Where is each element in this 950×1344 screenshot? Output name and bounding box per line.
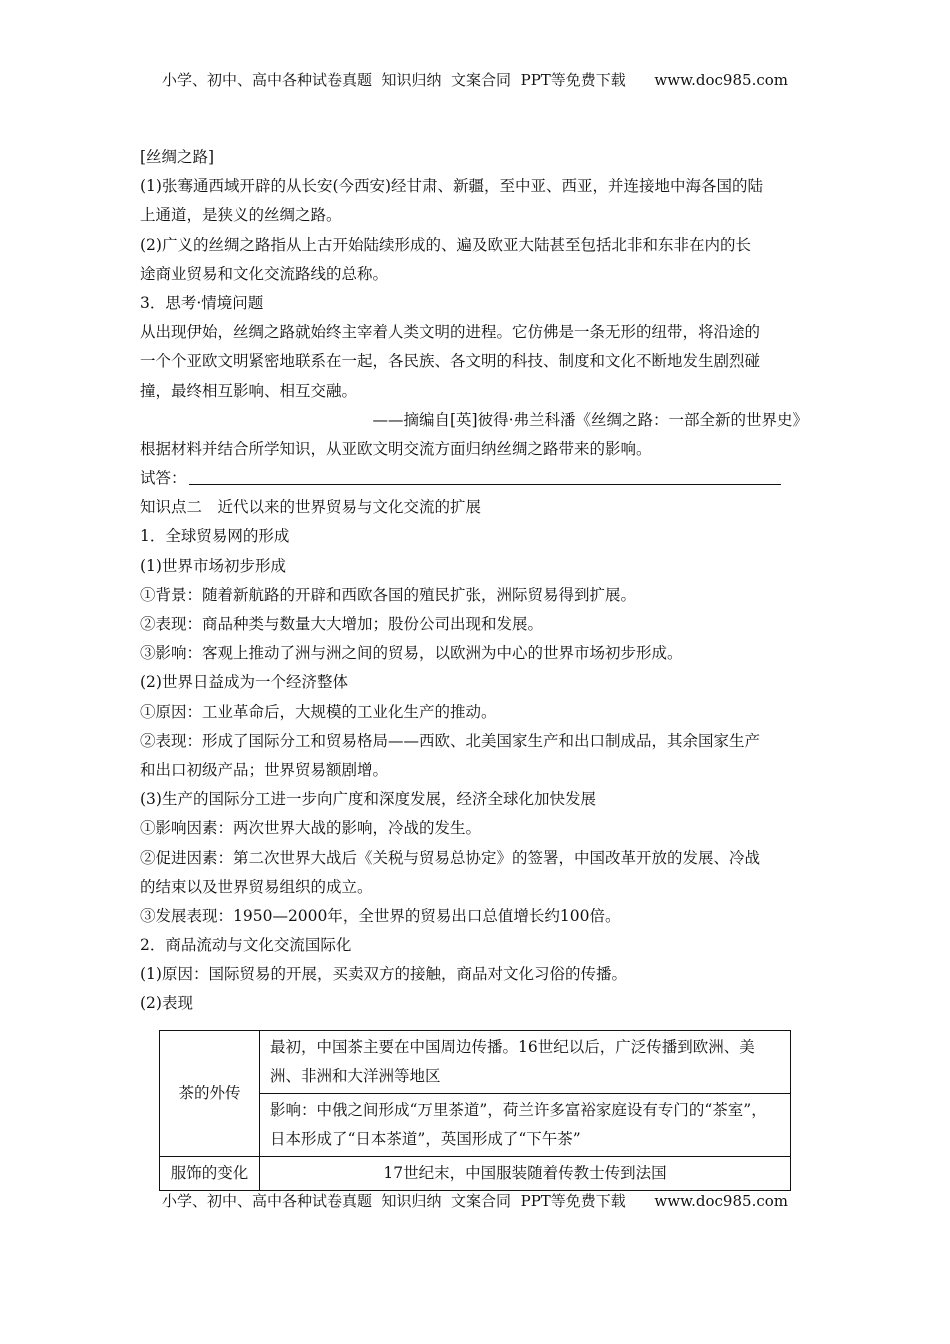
paragraph-line: ①影响因素：两次世界大战的影响，冷战的发生。	[140, 819, 482, 838]
page-footer: 小学、初中、高中各种试卷真题 知识归纳 文案合同 PPT等免费下载 www.doc985.com	[161, 1192, 788, 1210]
paragraph-line: ③影响：客观上推动了洲与洲之间的贸易，以欧洲为中心的世界市场初步形成。	[140, 644, 683, 663]
document-body	[140, 143, 812, 1019]
subsection-heading: 3．思考·情境问题	[140, 293, 264, 312]
paragraph-line: (2)广义的丝绸之路指从上古开始陆续形成的、遍及欧亚大陆甚至包括北非和东非在内的长	[140, 235, 751, 254]
paragraph-line: (2)世界日益成为一个经济整体	[140, 673, 348, 692]
subsection-heading: 2．商品流动与文化交流国际化	[140, 936, 352, 955]
paragraph-line: 上通道，是狭义的丝绸之路。	[140, 206, 342, 225]
paragraph-line: 的结束以及世界贸易组织的成立。	[140, 877, 373, 896]
table-row	[160, 1157, 791, 1191]
subsection-heading: 1．全球贸易网的形成	[140, 527, 290, 546]
answer-blank[interactable]	[189, 466, 781, 485]
answer-label: 试答：	[140, 469, 187, 488]
quote-line: 一个个亚欧文明紧密地联系在一起，各民族、各文明的科技、制度和文化不断地发生剧烈碰	[140, 352, 761, 371]
paragraph-line: ②表现：形成了国际分工和贸易格局——西欧、北美国家生产和出口制成品，其余国家生产	[140, 731, 761, 750]
paragraph-line: ②促进因素：第二次世界大战后《关税与贸易总协定》的签署，中国改革开放的发展、冷战	[140, 848, 761, 867]
paragraph-line: ③发展表现：1950—2000年，全世界的贸易出口总值增长约100倍。	[140, 906, 621, 925]
question-prompt: 根据材料并结合所学知识，从亚欧文明交流方面归纳丝绸之路带来的影响。	[140, 439, 652, 458]
tea-spread-cell: 最初，中国茶主要在中国周边传播。16世纪以后，广泛传播到欧洲、美洲、非洲和大洋洲等地区	[260, 1031, 791, 1094]
paragraph-line: 和出口初级产品；世界贸易额剧增。	[140, 760, 389, 779]
answer-line[interactable]	[140, 464, 812, 493]
clothing-change-cell: 17世纪末，中国服装随着传教士传到法国	[260, 1157, 791, 1191]
tea-label-cell: 茶的外传	[160, 1031, 260, 1157]
culture-exchange-table	[159, 1030, 791, 1191]
paragraph-line: (2)表现	[140, 994, 193, 1013]
quote-line: 撞，最终相互影响、相互交融。	[140, 381, 358, 400]
quote-line: 从出现伊始，丝绸之路就始终主宰着人类文明的进程。它仿佛是一条无形的纽带，将沿途的	[140, 323, 761, 342]
table-row	[160, 1031, 791, 1094]
paragraph-line: ①背景：随着新航路的开辟和西欧各国的殖民扩张，洲际贸易得到扩展。	[140, 585, 637, 604]
paragraph-line: (1)原因：国际贸易的开展，买卖双方的接触，商品对文化习俗的传播。	[140, 965, 627, 984]
paragraph-line: (3)生产的国际分工进一步向广度和深度发展，经济全球化加快发展	[140, 790, 596, 809]
page-header: 小学、初中、高中各种试卷真题 知识归纳 文案合同 PPT等免费下载 www.doc985.com	[161, 71, 788, 89]
quote-source: ——摘编自[英]彼得·弗兰科潘《丝绸之路：一部全新的世界史》	[372, 410, 808, 429]
knowledge-point-heading: 知识点二 近代以来的世界贸易与文化交流的扩展	[140, 498, 482, 517]
paragraph-line: ②表现：商品种类与数量大大增加；股份公司出现和发展。	[140, 615, 544, 633]
paragraph-line: 途商业贸易和文化交流路线的总称。	[140, 264, 389, 283]
clothing-label-cell: 服饰的变化	[160, 1157, 260, 1191]
tea-influence-cell: 影响：中俄之间形成“万里茶道”，荷兰许多富裕家庭设有专门的“茶室”，日本形成了“日本茶道”，英国形成了“下午茶”	[260, 1094, 791, 1157]
paragraph-line: (1)张骞通西域开辟的从长安(今西安)经甘肃、新疆，至中亚、西亚，并连接地中海各国的陆	[140, 177, 764, 196]
section-heading: [丝绸之路]	[140, 148, 215, 166]
paragraph-line: (1)世界市场初步形成	[140, 556, 286, 575]
paragraph-line: ①原因：工业革命后，大规模的工业化生产的推动。	[140, 702, 497, 721]
